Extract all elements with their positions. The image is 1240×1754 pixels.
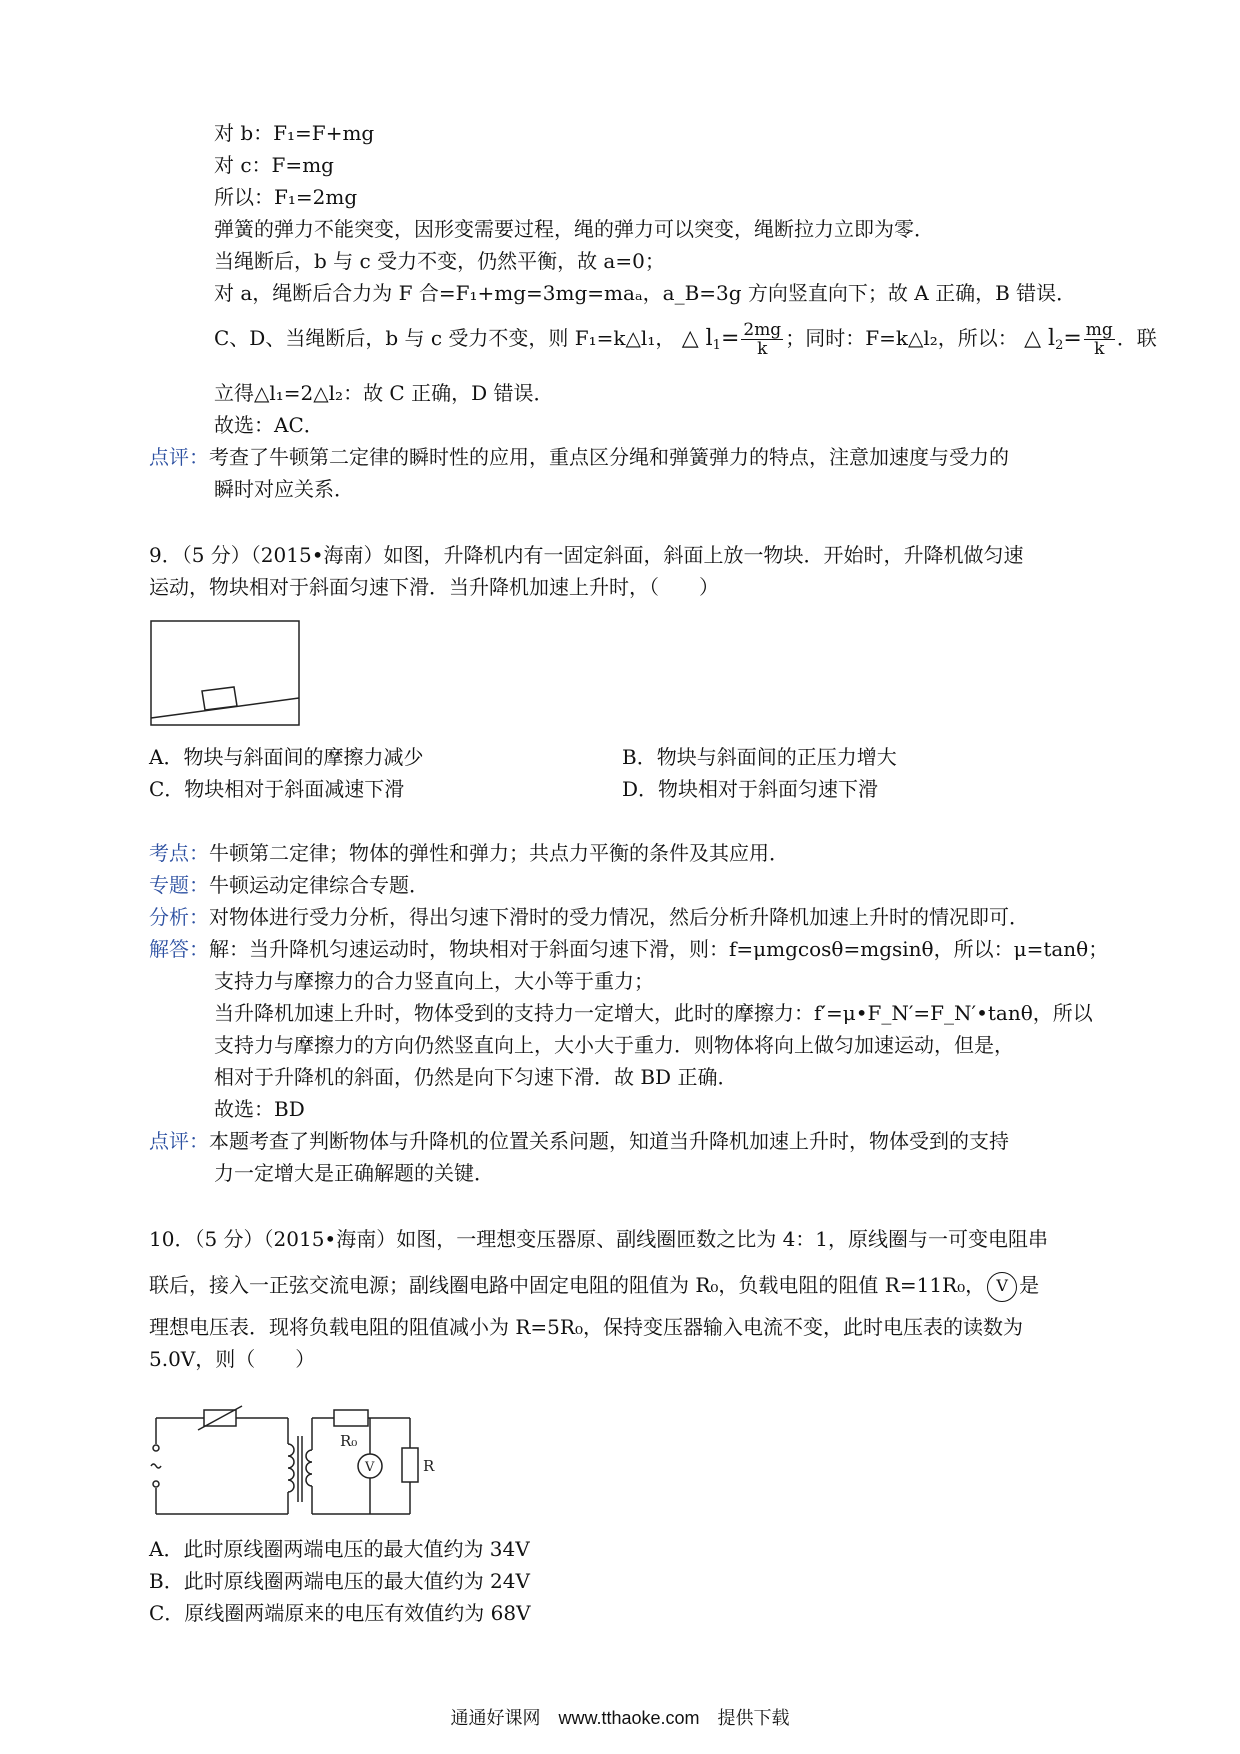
option-a: A．此时原线圈两端电压的最大值约为 34V	[149, 1537, 530, 1561]
answer-line: 支持力与摩擦力的合力竖直向上，大小等于重力；	[214, 969, 654, 993]
comment-row: 点评：本题考查了判断物体与升降机的位置关系问题，知道当升降机加速上升时，物体受到的支持	[149, 1129, 1009, 1153]
knowledge-point-row: 考点：牛顿第二定律；物体的弹性和弹力；共点力平衡的条件及其应用．	[149, 841, 789, 865]
question-10-stem: 10．（5 分）（2015•海南）如图，一理想变压器原、副线圈匝数之比为 4：1，原线圈与一可变电阻串	[149, 1227, 1049, 1251]
question-9-stem: 运动，物块相对于斜面匀速下滑．当升降机加速上升时，（ ）	[149, 575, 719, 599]
question-10-stem: 联后，接入一正弦交流电源；副线圈电路中固定电阻的阻值为 R₀，负载电阻的阻值 R=11R₀， V 是	[149, 1268, 1039, 1302]
option-c: C．原线圈两端原来的电压有效值约为 68V	[149, 1601, 531, 1625]
answer-line: 故选：BD	[214, 1097, 305, 1121]
incline-elevator-figure	[150, 620, 302, 728]
solution-line: 弹簧的弹力不能突变，因形变需要过程，绳的弹力可以突变，绳断拉力立即为零．	[214, 217, 934, 241]
r-label: R	[423, 1457, 435, 1475]
comment-line: 瞬时对应关系．	[214, 477, 354, 501]
comment-row: 点评：考查了牛顿第二定律的瞬时性的应用，重点区分绳和弹簧弹力的特点，注意加速度与受力的	[149, 445, 1009, 469]
voltmeter-label: V	[365, 1460, 375, 1475]
solution-line: 对 a，绳断后合力为 F 合=F₁+mg=3mg=maₐ，a_B=3g 方向竖直向下；故 A 正确，B 错误．	[214, 281, 1077, 305]
option-a: A．物块与斜面间的摩擦力减少	[149, 745, 424, 769]
solution-line: 立得△l₁=2△l₂：故 C 正确，D 错误．	[214, 381, 554, 405]
solution-line: 当绳断后，b 与 c 受力不变，仍然平衡，故 a=0；	[214, 249, 665, 273]
question-10-stem: 5.0V，则（ ）	[149, 1347, 316, 1371]
comment-line: 力一定增大是正确解题的关键．	[214, 1161, 494, 1185]
analysis-row: 分析：对物体进行受力分析，得出匀速下滑时的受力情况，然后分析升降机加速上升时的情况即可．	[149, 905, 1029, 929]
solution-line: 故选：AC．	[214, 413, 324, 437]
solution-line: 对 b：F₁=F+mg	[214, 121, 375, 145]
topic-row: 专题：牛顿运动定律综合专题．	[149, 873, 429, 897]
question-9-stem: 9．（5 分）（2015•海南）如图，升降机内有一固定斜面，斜面上放一物块．开始时，升降机做匀速	[149, 543, 1024, 567]
comment-label: 点评：	[149, 445, 209, 469]
option-c: C．物块相对于斜面减速下滑	[149, 777, 405, 801]
option-b: B．物块与斜面间的正压力增大	[622, 745, 897, 769]
voltmeter-icon: V	[987, 1272, 1017, 1302]
transformer-circuit-figure	[148, 1396, 488, 1526]
option-d: D．物块相对于斜面匀速下滑	[622, 777, 879, 801]
solution-line: 所以：F₁=2mg	[214, 185, 358, 209]
answer-row: 解答：解：当升降机匀速运动时，物块相对于斜面匀速下滑，则：f=μmgcosθ=mgsinθ，所以：μ=tanθ；	[149, 937, 1109, 961]
solution-line-fraction: C、D、当绳断后，b 与 c 受力不变，则 F₁=k△l₁， △ $l_1=$ $\frac{2mg}{k}$ ；同时：F=k△l₂，所以： △ $l_2=$ $\frac{mg}{k}$ ．联	[214, 320, 1157, 359]
answer-line: 支持力与摩擦力的方向仍然竖直向上，大小大于重力．则物体将向上做匀加速运动，但是，	[214, 1033, 1014, 1057]
question-10-stem: 理想电压表．现将负载电阻的阻值减小为 R=5R₀，保持变压器输入电流不变，此时电压表的读数为	[149, 1315, 1023, 1339]
option-b: B．此时原线圈两端电压的最大值约为 24V	[149, 1569, 530, 1593]
solution-line: 对 c：F=mg	[214, 153, 334, 177]
footer-source: 通通好课网 www.tthaoke.com 提供下载	[450, 1708, 790, 1728]
answer-line: 当升降机加速上升时，物体受到的支持力一定增大，此时的摩擦力：f′=μ•F_N′=F_N′•tanθ，所以	[214, 1001, 1093, 1025]
answer-line: 相对于升降机的斜面，仍然是向下匀速下滑．故 BD 正确．	[214, 1065, 738, 1089]
r0-label: R₀	[340, 1432, 358, 1450]
